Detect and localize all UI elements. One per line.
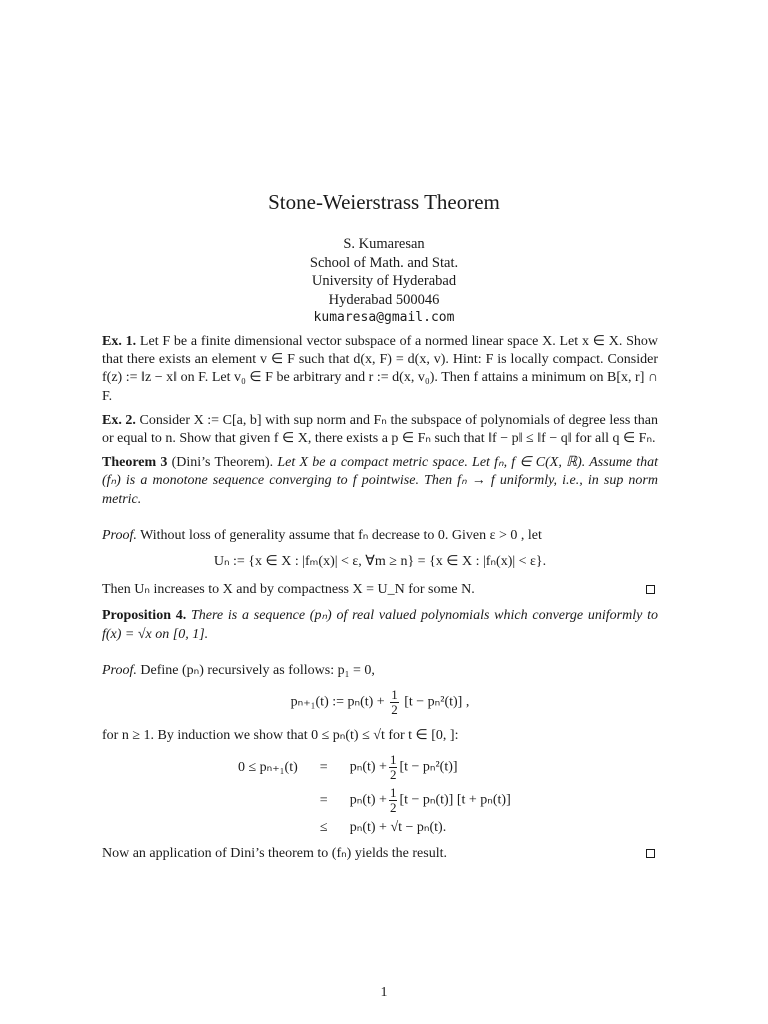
fraction-denominator: 2 (389, 767, 397, 783)
derivation-row (232, 817, 517, 839)
recursion-lhs: pₙ₊₁(t) := pₙ(t) + (290, 694, 385, 710)
derivation-rhs-pre: pₙ(t) + √t − pₙ(t). (349, 820, 447, 836)
fraction-denominator: 2 (391, 702, 398, 718)
derivation-rhs (344, 817, 517, 839)
derivation-operator: = (319, 759, 328, 775)
proposition-4-text: There is a sequence (pₙ) of real valued polynomials which converge uniformly to f(x) = √x on [0, 1]. (102, 608, 658, 642)
proof-2 (102, 662, 658, 680)
proof-2-label: Proof. (102, 662, 137, 678)
derivation-operator: = (319, 792, 328, 808)
recursion-rhs: [t − pₙ²(t)] , (404, 694, 470, 710)
author-university: University of Hyderabad (311, 273, 457, 289)
proof-1 (102, 527, 658, 545)
derivation-lhs (232, 817, 304, 839)
author-block (0, 235, 768, 328)
proof-1-end (102, 581, 658, 599)
exercise-1-text: Let F be a finite dimensional vector subspace of a normed linear space X. Let x ∈ X. Show that there exists an element v ∈ F such that d(x, F) = d(x, v). Hint: F is locally compact. Consider f(z) := ‖z − x‖ on F. Let v₀ ∈ F be arbitrary and r := d(x, v₀). Then f attains a minimum on B[x, r] ∩ F. (102, 334, 659, 404)
derivation-lhs (232, 784, 304, 817)
proof-1-label: Proof. (102, 527, 137, 543)
paper-body (102, 333, 658, 864)
fraction-one-half (390, 688, 399, 717)
page-number: 1 (380, 985, 388, 1000)
theorem-3 (102, 454, 658, 509)
proof-2-end-text: Now an application of Dini’s theorem to (fₙ) yields the result. (102, 846, 447, 862)
proposition-4 (102, 607, 658, 643)
proof-1-text: Without loss of generality assume that fₙ decrease to 0. Given ε > 0 , let (140, 527, 542, 543)
derivation-lhs: 0 ≤ pₙ₊₁(t) (238, 759, 298, 775)
exercise-1 (102, 333, 658, 406)
fraction-numerator: 1 (389, 752, 397, 768)
author-department: School of Math. and Stat. (309, 254, 459, 271)
qed-box-icon (646, 585, 655, 594)
proof-2-end (102, 845, 658, 863)
derivation-rhs (344, 751, 517, 784)
fraction-numerator: 1 (391, 687, 398, 703)
exercise-2-label: Ex. 2. (102, 412, 136, 428)
theorem-3-text: Let X be a compact metric space. Let fₙ, f ∈ C(X, ℝ). Assume that (fₙ) is a monotone sequence converging to f pointwise. Then fₙ → f uniformly, i.e., in sup norm metric. (102, 455, 659, 507)
fraction-numerator: 1 (389, 785, 397, 801)
author-name: S. Kumaresan (343, 236, 425, 252)
derivation-rhs-post: [t − pₙ(t)] [t + pₙ(t)] (399, 792, 511, 808)
fraction-one-half (389, 753, 398, 782)
recursion-equation (102, 688, 658, 717)
proof-1-end-text: Then Uₙ increases to X and by compactness X = U_N for some N. (102, 582, 475, 598)
induction-statement: for n ≥ 1. By induction we show that 0 ≤ pₙ(t) ≤ √t for t ∈ [0, ]: (102, 728, 459, 744)
paper-title: Stone-Weierstrass Theorem (268, 190, 500, 214)
fraction-one-half (389, 786, 398, 815)
induction-derivation (232, 751, 517, 839)
exercise-2 (102, 412, 658, 448)
exercise-1-label: Ex. 1. (102, 334, 137, 349)
derivation-row (232, 751, 517, 784)
derivation-row (232, 784, 517, 817)
fraction-denominator: 2 (389, 800, 397, 816)
proof-2-text: Define (pₙ) recursively as follows: p₁ = 0, (140, 662, 375, 678)
derivation-operator: ≤ (319, 820, 328, 836)
theorem-3-name: (Dini’s Theorem). (171, 455, 274, 471)
qed-box-icon (646, 849, 655, 858)
proof-1-display-equation: Uₙ := {x ∈ X : |fₘ(x)| < ε, ∀m ≥ n} = {x ∈ X : |fₙ(x)| < ε}. (213, 554, 547, 570)
author-city: Hyderabad 500046 (328, 291, 440, 308)
derivation-rhs-pre: pₙ(t) + (349, 759, 387, 775)
exercise-2-text: Consider X := C[a, b] with sup norm and Fₙ the subspace of polynomials of degree less than or equal to n. Show that given f ∈ X, there exists a p ∈ Fₙ such that ‖f − p‖ ≤ ‖f − q‖ for all q ∈ Fₙ. (102, 412, 659, 447)
theorem-3-label: Theorem 3 (102, 455, 168, 471)
derivation-rhs-pre: pₙ(t) + (349, 792, 387, 808)
author-email: kumaresa@gmail.com (313, 310, 455, 325)
derivation-rhs (344, 784, 517, 817)
derivation-rhs-post: [t − pₙ²(t)] (399, 759, 458, 775)
proposition-4-label: Proposition 4. (102, 608, 187, 624)
